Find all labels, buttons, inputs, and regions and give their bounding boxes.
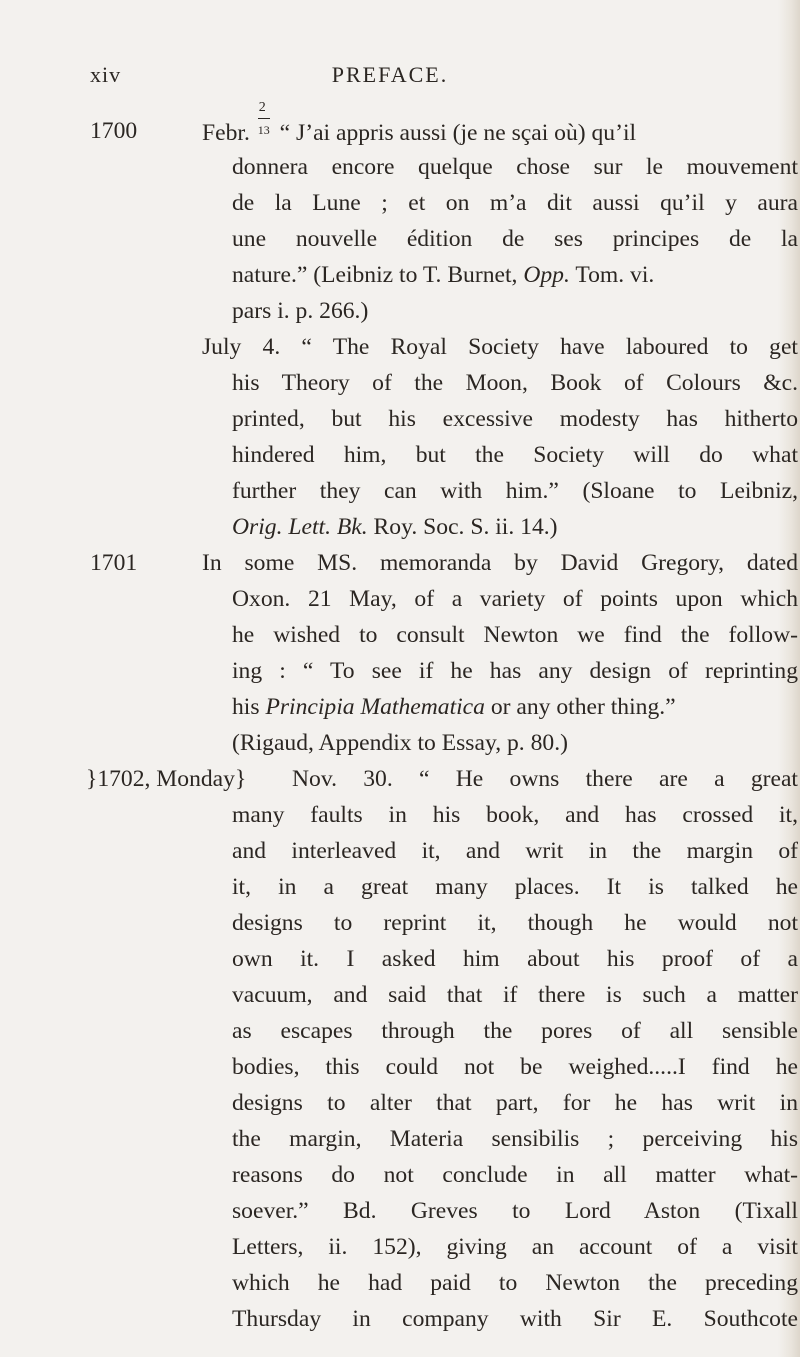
entry-line: and interleaved it, and writ in the margin of: [232, 838, 798, 864]
entry-line: (Rigaud, Appendix to Essay, p. 80.): [232, 730, 568, 756]
entry-line: de la Lune ; et on m’a dit aussi qu’il y aura: [232, 190, 798, 216]
entry-line: Nov. 30. “ He owns there are a great: [292, 766, 798, 792]
entry-line: reasons do not conclude in all matter what-: [232, 1162, 798, 1188]
entry-line: Letters, ii. 152), giving an account of a visit: [232, 1234, 798, 1260]
entry-line: ing : “ To see if he has any design of reprinting: [232, 658, 798, 684]
page-number: xiv: [90, 62, 122, 87]
entry-line: many faults in his book, and has crossed it,: [232, 802, 798, 828]
entry-line: bodies, this could not be weighed.....I find he: [232, 1054, 798, 1080]
entry-line: as escapes through the pores of all sensible: [232, 1018, 798, 1044]
entry-line: designs to reprint it, though he would not: [232, 910, 798, 936]
page-header: [90, 62, 690, 92]
entry-line: donnera encore quelque chose sur le mouvement: [232, 154, 798, 180]
entry-line: soever.” Bd. Greves to Lord Aston (Tixall: [232, 1198, 798, 1224]
entry-line: une nouvelle édition de ses principes de la: [232, 226, 798, 252]
entry-line: Orig. Lett. Bk. Roy. Soc. S. ii. 14.): [232, 514, 558, 540]
entry-line: hindered him, but the Society will do what: [232, 442, 798, 468]
entry-line: designs to alter that part, for he has writ in: [232, 1090, 798, 1116]
entry-line: nature.” (Leibniz to T. Burnet, Opp. Tom. vi.: [232, 262, 655, 288]
entry-line: Febr. $\frac{2}{13}$ “ J’ai appris aussi (je ne sçai où) qu’il: [202, 100, 637, 146]
date-fraction: $\frac{2}{13}$: [257, 100, 270, 137]
entry-line: July 4. “ The Royal Society have laboured to get: [202, 334, 798, 360]
entry-line: Oxon. 21 May, of a variety of points upon which: [232, 586, 798, 612]
running-title: PREFACE.: [331, 62, 449, 87]
entry-line: which he had paid to Newton the preceding: [232, 1270, 798, 1296]
entry-year: 1700: [90, 118, 138, 144]
entry-line: In some MS. memoranda by David Gregory, dated: [202, 550, 798, 576]
entry-line: further they can with him.” (Sloane to Leibniz,: [232, 478, 798, 504]
entry-line: it, in a great many places. It is talked he: [232, 874, 798, 900]
entry-line: own it. I asked him about his proof of a: [232, 946, 798, 972]
entry-year: 1701: [90, 550, 138, 576]
entry-line: Thursday in company with Sir E. Southcote: [232, 1306, 798, 1332]
entry-year: }1702, Monday}: [86, 766, 247, 792]
entry-line: his Theory of the Moon, Book of Colours &c.: [232, 370, 798, 396]
entry-line: his Principia Mathematica or any other thing.”: [232, 694, 676, 720]
entry-line: pars i. p. 266.): [232, 298, 369, 324]
entry-line: he wished to consult Newton we find the follow-: [232, 622, 798, 648]
entry-line: vacuum, and said that if there is such a matter: [232, 982, 798, 1008]
entry-line: the margin, Materia sensibilis ; perceiving his: [232, 1126, 798, 1152]
entry-line: printed, but his excessive modesty has hitherto: [232, 406, 798, 432]
